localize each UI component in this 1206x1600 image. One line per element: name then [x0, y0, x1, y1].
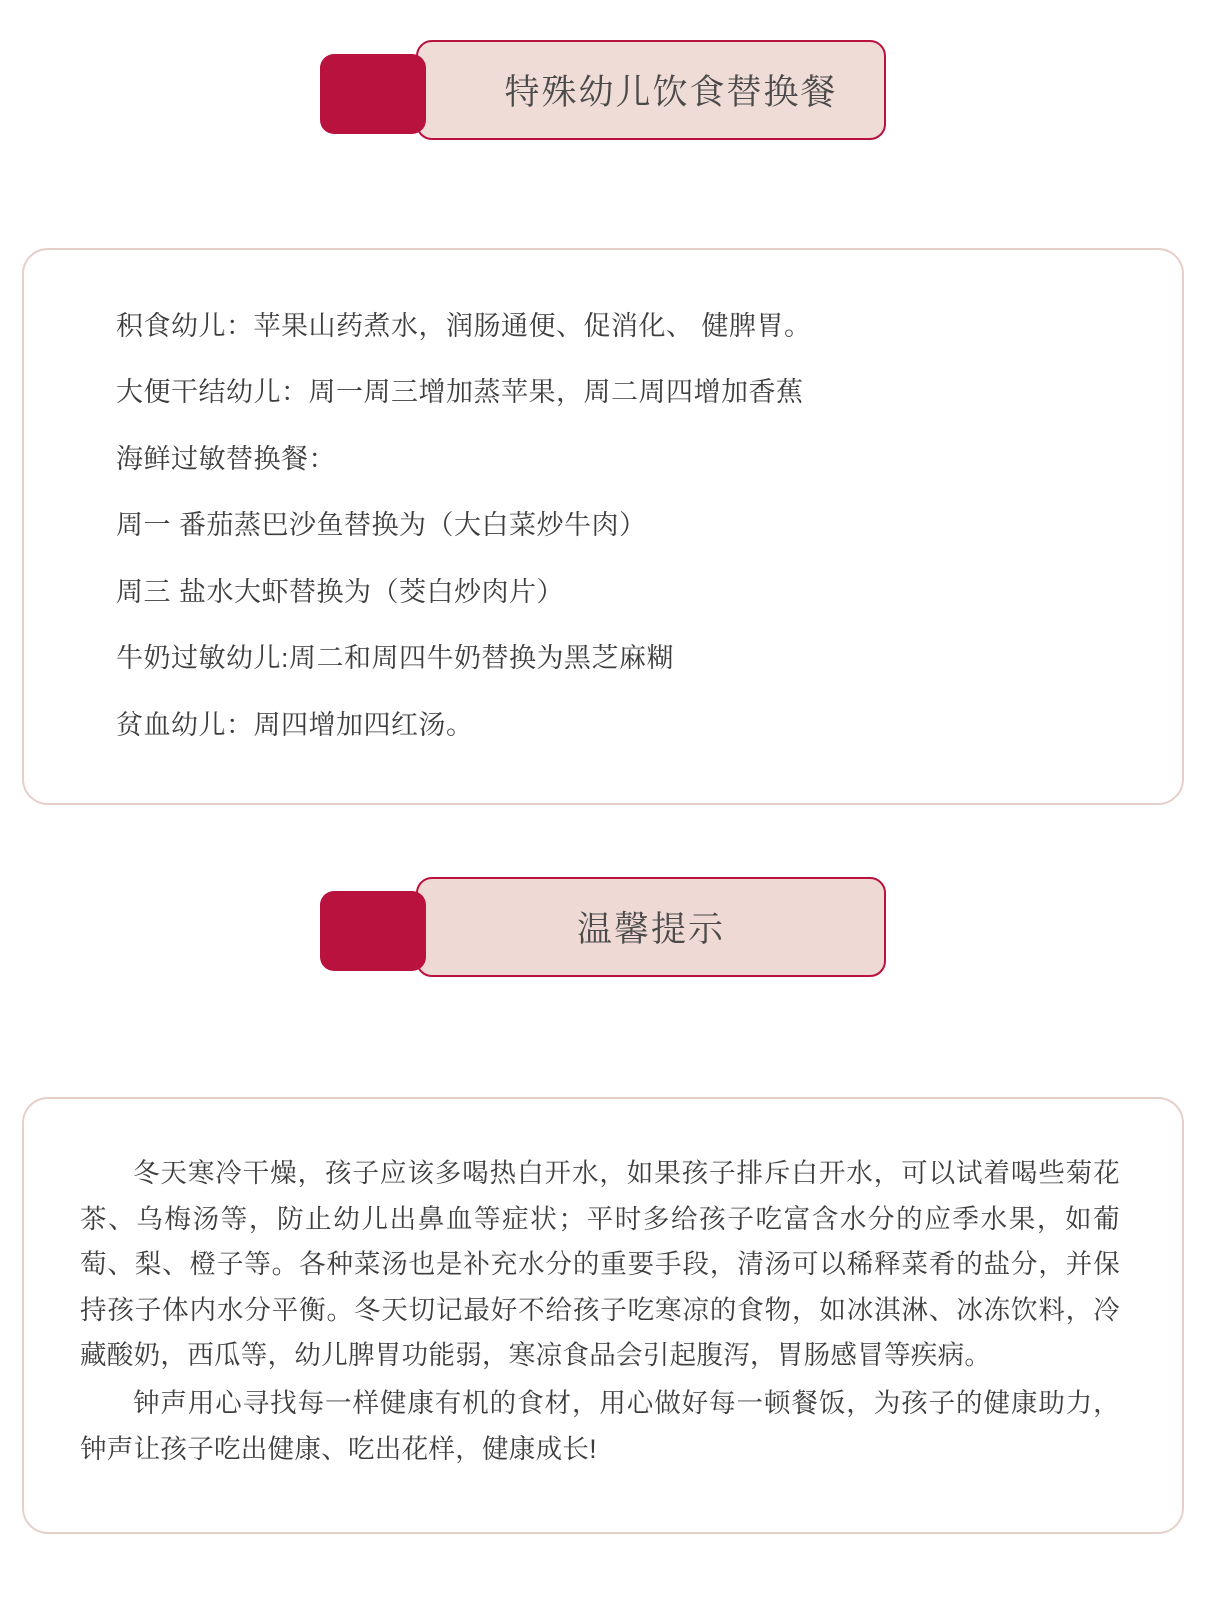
replacement-line: 积食幼儿：苹果山药煮水，润肠通便、促消化、 健脾胃。	[116, 311, 812, 341]
warm-tips-card	[22, 1097, 1184, 1534]
section-banner-replacement	[320, 40, 886, 140]
replacement-line: 周三 盐水大虾替换为（茭白炒肉片）	[116, 576, 565, 607]
bottom-spacer	[0, 1534, 1206, 1594]
banner-bar	[416, 40, 886, 140]
tips-paragraph: 钟声用心寻找每一样健康有机的食材，用心做好每一顿餐饭，为孩子的健康助力，钟声让孩子吃出健康、吃出花样，健康成长!	[80, 1387, 1120, 1464]
section-title-tips: 温馨提示	[576, 910, 725, 950]
replacement-line: 海鲜过敏替换餐：	[116, 443, 336, 474]
replacement-line: 大便干结幼儿：周一周三增加蒸苹果，周二周四增加香蕉	[116, 377, 804, 408]
section-title-replacement: 特殊幼儿饮食替换餐	[504, 73, 838, 112]
top-spacer	[0, 0, 1206, 40]
replacement-line: 牛奶过敏幼儿:周二和周四牛奶替换为黑芝麻糊	[116, 643, 675, 674]
section-gap	[0, 805, 1206, 877]
banner-card-gap	[0, 977, 1206, 1097]
replacement-meal-card	[22, 248, 1184, 805]
replacement-line: 周一 番茄蒸巴沙鱼替换为（大白菜炒牛肉）	[116, 510, 647, 541]
banner-accent-tab	[320, 891, 426, 971]
banner-card-gap	[0, 140, 1206, 248]
replacement-line: 贫血幼儿：周四增加四红汤。	[116, 709, 474, 740]
banner-accent-tab	[320, 54, 426, 134]
banner-bar	[416, 877, 886, 977]
section-banner-tips	[320, 877, 886, 977]
tips-paragraph: 冬天寒冷干燥，孩子应该多喝热白开水，如果孩子排斥白开水，可以试着喝些菊花茶、乌梅汤等，防止幼儿出鼻血等症状；平时多给孩子吃富含水分的应季水果，如葡萄、梨、橙子等。各种菜汤也是补充水分的重要手段，清汤可以稀释菜肴的盐分，并保持孩子体内水分平衡。冬天切记最好不给孩子吃寒凉的食物，如冰淇淋、冰冻饮料，冷藏酸奶，西瓜等，幼儿脾胃功能弱，寒凉食品会引起腹泻，胃肠感冒等疾病。	[80, 1158, 1120, 1371]
